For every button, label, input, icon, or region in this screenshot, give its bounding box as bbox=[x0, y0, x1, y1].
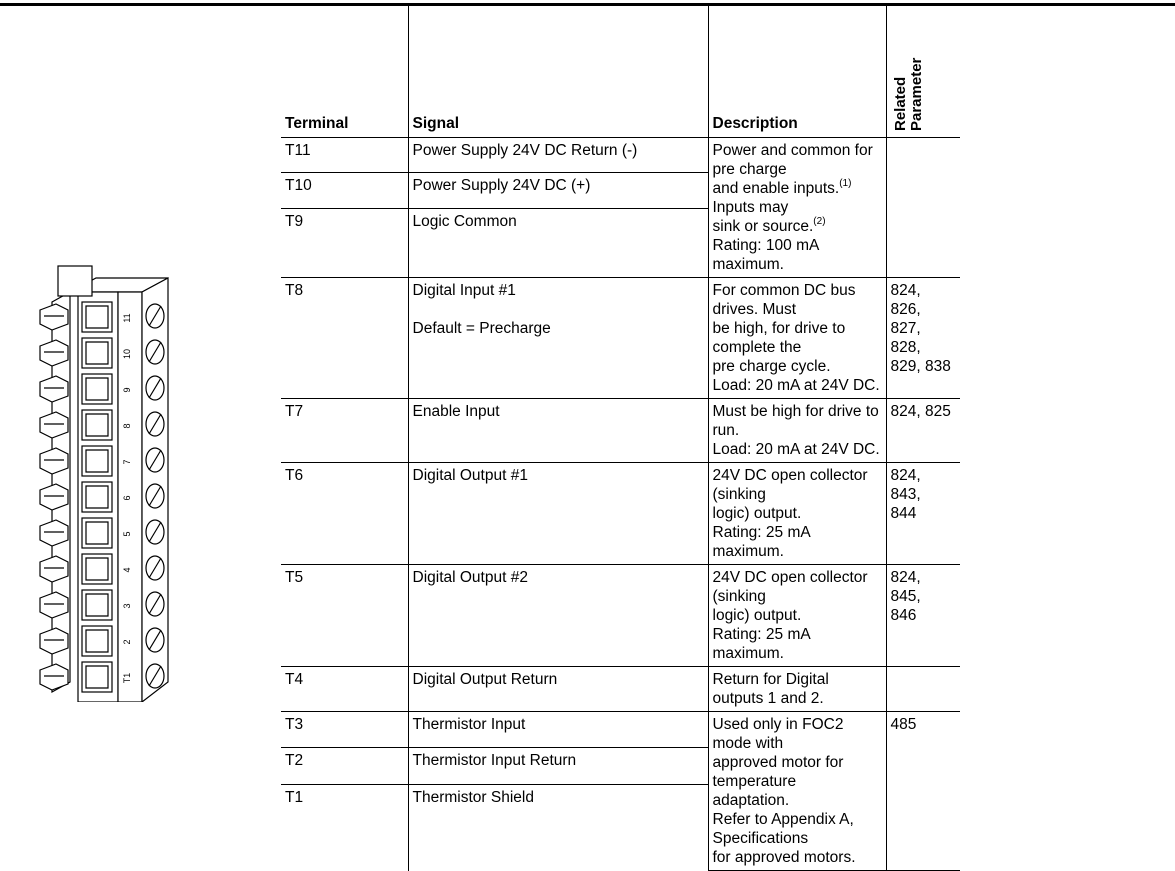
description-cell bbox=[708, 565, 886, 667]
description-line: pre charge cycle. bbox=[712, 358, 831, 375]
power-description-cell bbox=[708, 138, 886, 278]
description-line: 24V DC open collector (sinking bbox=[712, 467, 868, 503]
terminal-cell: T9 bbox=[281, 208, 408, 277]
signal-cell: Thermistor Shield bbox=[408, 784, 708, 870]
terminal-cell: T5 bbox=[281, 565, 408, 667]
signal-cell: Logic Common bbox=[408, 208, 708, 277]
header-related-parameter bbox=[886, 6, 960, 138]
description-line: approved motor for temperature bbox=[712, 754, 844, 790]
header-parameter-label: Parameter bbox=[907, 57, 925, 131]
connector-terminal-label: 11 bbox=[122, 313, 132, 323]
signal-cell: Power Supply 24V DC (+) bbox=[408, 173, 708, 208]
signal-cell bbox=[408, 278, 708, 399]
terminal-cell: T2 bbox=[281, 748, 408, 784]
header-terminal: Terminal bbox=[281, 6, 408, 138]
description-cell: Return for Digital outputs 1 and 2. bbox=[708, 667, 886, 712]
terminal-cell: T10 bbox=[281, 173, 408, 208]
connector-terminal-label: 8 bbox=[122, 423, 132, 429]
signal-label: Digital Input #1 bbox=[412, 282, 516, 299]
description-line: Load: 20 mA at 24V DC. bbox=[712, 377, 880, 394]
signal-default-note: Default = Precharge bbox=[412, 320, 551, 337]
param-line: 824, 845, bbox=[890, 569, 921, 605]
description-cell bbox=[708, 278, 886, 399]
terminal-cell: T1 bbox=[281, 784, 408, 870]
description-line: Load: 20 mA at 24V DC. bbox=[712, 441, 880, 458]
connector-terminal-label: T1 bbox=[122, 672, 132, 684]
description-line: for approved motors. bbox=[712, 849, 856, 866]
table-row bbox=[281, 138, 960, 173]
signal-cell: Digital Output #2 bbox=[408, 565, 708, 667]
param-line: 824, 843, bbox=[890, 467, 921, 503]
terminal-cell: T6 bbox=[281, 463, 408, 565]
connector-terminal-label: 9 bbox=[122, 387, 132, 393]
terminal-signal-table bbox=[281, 6, 960, 871]
connector-terminal-label: 6 bbox=[122, 495, 132, 501]
params-cell bbox=[886, 463, 960, 565]
params-cell bbox=[886, 138, 960, 278]
terminal-cell: T8 bbox=[281, 278, 408, 399]
description-line: Rating: 25 mA maximum. bbox=[712, 524, 810, 560]
terminal-cell: T3 bbox=[281, 712, 408, 748]
table-row bbox=[281, 399, 960, 463]
description-cell bbox=[708, 463, 886, 565]
signal-cell: Digital Output Return bbox=[408, 667, 708, 712]
table-row bbox=[281, 712, 960, 748]
param-line: 829, 838 bbox=[890, 358, 951, 375]
description-line: Rating: 100 mA maximum. bbox=[712, 237, 819, 273]
description-line: sink or source.$^{(2)}$ bbox=[712, 215, 826, 235]
params-cell bbox=[886, 278, 960, 399]
description-line: Must be high for drive to run. bbox=[712, 403, 879, 439]
signal-cell: Thermistor Input Return bbox=[408, 748, 708, 784]
terminal-cell: T11 bbox=[281, 138, 408, 173]
params-cell bbox=[886, 399, 960, 463]
description-line: be high, for drive to complete the bbox=[712, 320, 846, 356]
terminal-cell: T7 bbox=[281, 399, 408, 463]
description-line: Rating: 25 mA maximum. bbox=[712, 626, 810, 662]
connector-terminal-label: 5 bbox=[122, 531, 132, 537]
connector-terminal-label: 4 bbox=[122, 567, 132, 573]
terminal-cell: T4 bbox=[281, 667, 408, 712]
connector-terminal-label: 7 bbox=[122, 459, 132, 465]
description-line: adaptation. bbox=[712, 792, 790, 809]
param-line: 827, 828, bbox=[890, 320, 921, 356]
table-row bbox=[281, 565, 960, 667]
description-line: logic) output. bbox=[712, 505, 802, 522]
param-line: 824, 825 bbox=[890, 403, 951, 420]
header-related-label: Related bbox=[891, 76, 909, 131]
signal-cell: Thermistor Input bbox=[408, 712, 708, 748]
description-line: logic) output. bbox=[712, 607, 802, 624]
signal-cell: Power Supply 24V DC Return (-) bbox=[408, 138, 708, 173]
header-description: Description bbox=[708, 6, 886, 138]
params-cell bbox=[886, 712, 960, 871]
param-line: 485 bbox=[890, 716, 917, 733]
table-row bbox=[281, 667, 960, 712]
param-line: 844 bbox=[890, 505, 917, 522]
description-line: 24V DC open collector (sinking bbox=[712, 569, 868, 605]
description-line: Used only in FOC2 mode with bbox=[712, 716, 844, 752]
connector-terminal-label: 3 bbox=[122, 603, 132, 609]
description-line: and enable inputs.$^{(1)}$ Inputs may bbox=[712, 177, 852, 216]
signal-cell: Enable Input bbox=[408, 399, 708, 463]
connector-terminal-label: 10 bbox=[122, 348, 132, 360]
thermistor-description-cell bbox=[708, 712, 886, 871]
description-line: Power and common for pre charge bbox=[712, 142, 873, 178]
param-line: 824, 826, bbox=[890, 282, 921, 318]
params-cell bbox=[886, 565, 960, 667]
table-row bbox=[281, 463, 960, 565]
table-row bbox=[281, 278, 960, 399]
header-signal: Signal bbox=[408, 6, 708, 138]
terminal-block-connector-icon bbox=[38, 262, 178, 702]
connector-terminal-label: 2 bbox=[122, 639, 132, 645]
description-line: For common DC bus drives. Must bbox=[712, 282, 856, 318]
table-header-row bbox=[281, 6, 960, 138]
param-line: 846 bbox=[890, 607, 917, 624]
params-cell bbox=[886, 667, 960, 712]
description-line: Refer to Appendix A, Specifications bbox=[712, 811, 854, 847]
description-cell bbox=[708, 399, 886, 463]
signal-cell: Digital Output #1 bbox=[408, 463, 708, 565]
